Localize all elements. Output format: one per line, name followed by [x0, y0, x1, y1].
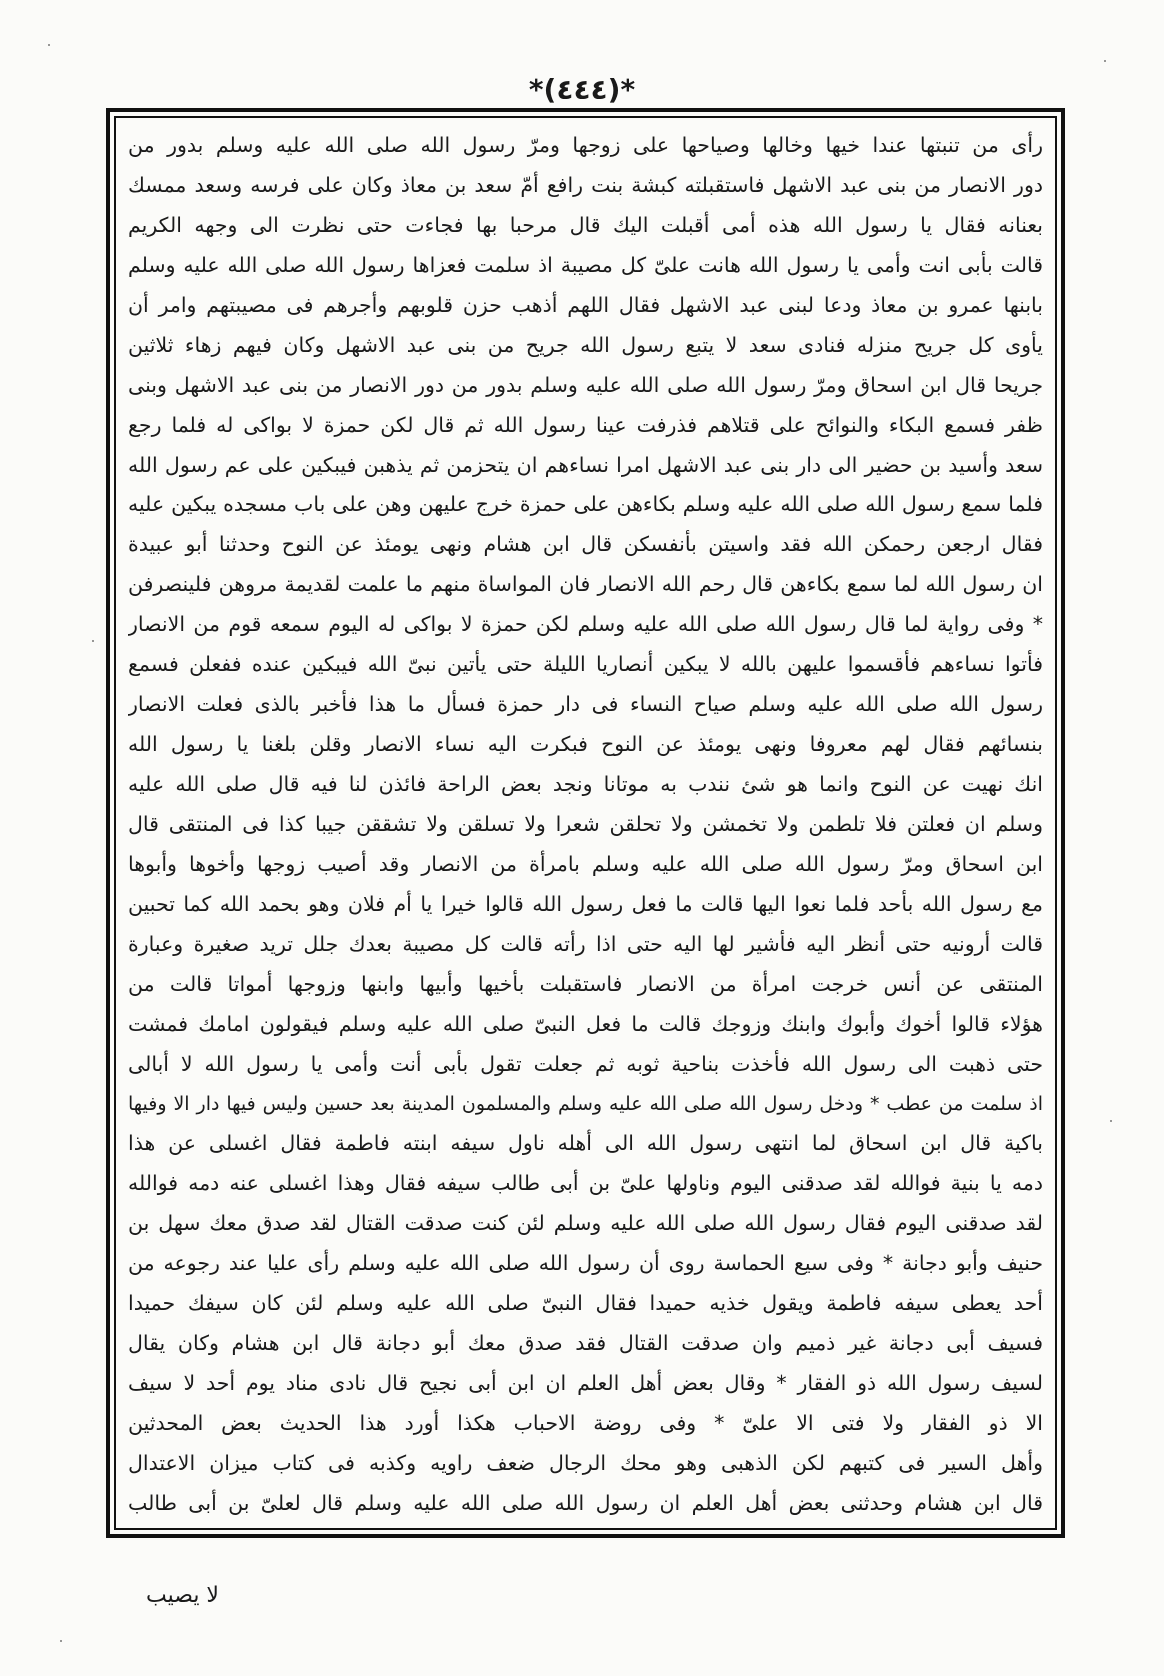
text-line: فقال ارجعن رحمكن الله فقد واسيتن بأنفسكن قال ابن هشام ونهى يومئذ عن النوح وحدثنا أبو عبيدة [128, 532, 1043, 557]
text-line: دور الانصار من بنى عبد الاشهل فاستقبلته كبشة بنت رافع أمّ سعد بن معاذ وكان على فرسه وسعد ممسك [128, 172, 1043, 197]
text-line: حتى ذهبت الى رسول الله فأخذت بناحية ثوبه ثم جعلت تقول بأبى أنت وأمى يا رسول الله لا أبالى [128, 1051, 1043, 1076]
text-line: انك نهيت عن النوح وانما هو شئ نندب به موتانا ونجد بعض الراحة فائذن لنا فيه قال صلى الله عليه [128, 772, 1043, 796]
text-line: فأتوا نساءهم فأقسموا عليهن بالله لا يبكين أنصاريا الليلة حتى يأتين نبىّ الله فيبكين عنده ففعلن فسمع [128, 652, 1043, 677]
text-frame [106, 108, 1065, 1538]
text-line: * وفى رواية لما قال رسول الله صلى الله عليه وسلم لكن حمزة لا بواكى له اليوم سمعه قوم من الانصار [128, 612, 1043, 637]
text-line: هؤلاء قالوا أخوك وأبوك وابنك وزوجك قالت ما فعل النبىّ صلى الله عليه وسلم فيقولون امامك فمشت [128, 1011, 1043, 1036]
text-frame-inner [114, 116, 1057, 1530]
text-line: وأهل السير فى كتبهم لكن الذهبى وهو محك الرجال ضعف راويه وكذبه فى كتاب ميزان الاعتدال [128, 1450, 1043, 1475]
text-line: لقد صدقنى اليوم فقال رسول الله صلى الله عليه وسلم لئن كنت صدقت القتال لقد صدق معك سهل بن [128, 1211, 1043, 1236]
paper-speck [60, 1640, 62, 1642]
text-line: لسيف رسول الله ذو الفقار * وقال بعض أهل العلم ان ابن أبى نجيح قال نادى مناد يوم أحد لا سيف [128, 1371, 1043, 1396]
text-line: قالت بأبى انت وأمى يا رسول الله هانت علىّ كل مصيبة اذ سلمت فعزاها رسول الله صلى الله عليه وسلم [128, 252, 1043, 277]
text-line: يأوى كل جريح منزله فنادى سعد لا يتبع رسول الله جريح من بنى عبد الاشهل وكان فيهم زهاء ثلاثين [128, 332, 1043, 357]
text-line: ظفر فسمع البكاء والنوائح على قتلاهم فذرفت عينا رسول الله ثم قال لكن حمزة لا بواكى له فلما رجع [128, 412, 1043, 437]
text-line: بنسائهم فقال لهم معروفا ونهى يومئذ عن النوح فبكرت اليه نساء الانصار وقلن بلغنا يا رسول الله [128, 732, 1043, 757]
catchword: لا يصيب [146, 1583, 219, 1608]
text-line: ان رسول الله لما سمع بكاءهن قال رحم الله الانصار فان المواساة منهم ما علمت لقديمة مروهن فلينصرفن [128, 572, 1043, 597]
text-body [128, 130, 1043, 1520]
text-line: سعد وأسيد بن حضير الى دار بنى عبد الاشهل امرا نساءهم ان يتحزمن ثم يذهبن فيبكين على عم رسول الله [128, 452, 1043, 477]
text-line: رأى من تنبتها عندا خيها وخالها وصياحها على زوجها ومرّ رسول الله صلى الله عليه وسلم بدور من [128, 133, 1043, 157]
page-number: *(٤٤٤)* [528, 73, 636, 106]
paper-speck [1104, 60, 1106, 62]
paper-speck [92, 640, 94, 642]
paper-speck [48, 44, 50, 46]
paper-speck [1110, 1120, 1112, 1122]
text-line: مع رسول الله بأحد فلما نعوا اليها قالت ما فعل رسول الله قالوا خيرا يا أم فلان وهو بحمد الله كما تحبين [128, 891, 1043, 916]
text-line: بابنها عمرو بن معاذ ودعا لبنى عبد الاشهل فقال اللهم أذهب حزن قلوبهم وأجرهم فى مصيبتهم وامر أن [128, 292, 1043, 317]
text-line: أحد يعطى سيفه فاطمة ويقول خذيه حميدا فقال النبىّ صلى الله عليه وسلم لئن كان سيفك حميدا [128, 1291, 1043, 1316]
text-line: الا ذو الفقار ولا فتى الا علىّ * وفى روضة الاحباب هكذا أورد هذا الحديث بعض المحدثين [128, 1411, 1043, 1435]
text-line: جريحا قال ابن اسحاق ومرّ رسول الله صلى الله عليه وسلم بدور من دور الانصار من بنى عبد الاشهل وبنى [128, 372, 1043, 397]
text-line: بعنانه فقال يا رسول الله هذه أمى أقبلت اليك قال مرحبا بها فجاءت حتى نظرت الى وجهه الكريم [128, 212, 1043, 237]
text-line: فلما سمع رسول الله صلى الله عليه وسلم بكاءهن على حمزة خرج عليهن وهن على باب مسجده يبكين عليه [128, 492, 1043, 517]
text-line: ابن اسحاق ومرّ رسول الله صلى الله عليه وسلم بامرأة من الانصار وقد أصيب زوجها وأخوها وأبوها [128, 851, 1043, 876]
text-line: دمه يا بنية فوالله لقد صدقنى اليوم وناولها علىّ بن أبى طالب سيفه فقال وهذا اغسلى عنه دمه فوالله [128, 1171, 1043, 1196]
text-line: رسول الله صلى الله عليه وسلم صياح النساء فى دار حمزة فسأل ما هذا فأخبر بالذى فعلت الانصار [128, 692, 1043, 717]
text-line: باكية قال ابن اسحاق لما انتهى رسول الله الى أهله ناول سيفه ابنته فاطمة فقال اغسلى عن هذا [128, 1131, 1043, 1156]
text-line: قال ابن هشام وحدثنى بعض أهل العلم ان رسول الله صلى الله عليه وسلم قال لعلىّ بن أبى طالب [128, 1490, 1043, 1515]
text-line: فسيف أبى دجانة غير ذميم وان صدقت القتال فقد صدق معك أبو دجانة قال ابن هشام وكان يقال [128, 1331, 1043, 1356]
text-line: قالت أرونيه حتى أنظر اليه فأشير لها اليه حتى اذا رأته قالت كل مصيبة بعدك جلل تريد صغيرة وعبارة [128, 931, 1043, 956]
text-line: وسلم ان فعلتن فلا تلطمن ولا تخمشن ولا تحلقن شعرا ولا تسلقن ولا تشققن جيبا كذا فى المنتقى قال [128, 811, 1043, 836]
text-line: المنتقى عن أنس خرجت امرأة من الانصار فاستقبلت بأخيها وأبيها وابنها وزوجها أمواتا قالت من [128, 971, 1043, 996]
text-line: اذ سلمت من عطب * ودخل رسول الله صلى الله عليه وسلم والمسلمون المدينة بعد حسين وليس فيها دار الا وفيها [128, 1092, 1043, 1115]
text-line: حنيف وأبو دجانة * وفى سيع الحماسة روى أن رسول الله صلى الله عليه وسلم رأى عليا عند رجوعه من [128, 1251, 1043, 1276]
